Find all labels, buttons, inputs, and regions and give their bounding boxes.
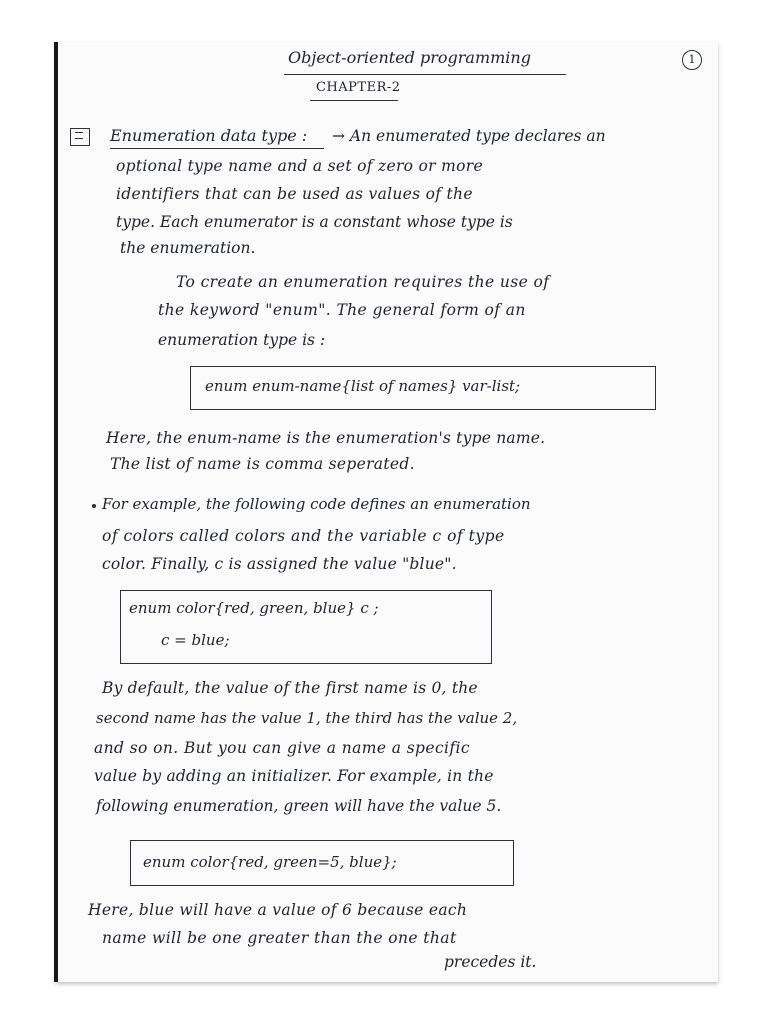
general-form-line-2: the keyword "enum". The general form of an [158,301,526,319]
conclusion-line-2: name will be one greater than the one that [102,929,457,947]
chapter-label: CHAPTER-2 [316,80,401,95]
code-colors-line-1: enum color{red, green, blue} c ; [129,599,379,617]
example-line-2: of colors called colors and the variable c of type [102,527,505,545]
section-heading: Enumeration data type : [110,126,308,145]
definition-line-1: → An enumerated type declares an [332,127,606,145]
default-values-line-3: and so on. But you can give a name a specific [94,739,470,757]
definition-line-2: optional type name and a set of zero or more [116,157,483,175]
default-values-line-1: By default, the value of the first name is 0, the [102,679,478,697]
code-box-general-form [190,366,656,410]
definition-line-3: identifiers that can be used as values of the [116,185,473,203]
default-values-line-5: following enumeration, green will have the value 5. [96,797,502,815]
bullet-dot-icon [92,504,96,508]
code-box-colors-example [120,590,492,664]
example-line-1: For example, the following code defines an enumeration [102,495,531,513]
section-bullet-icon [70,128,90,146]
general-form-line-3: enumeration type is : [158,331,326,349]
default-values-line-4: value by adding an initializer. For example, in the [94,767,494,785]
conclusion-line-3: precedes it. [444,953,537,971]
general-form-line-1: To create an enumeration requires the use of [176,273,550,291]
page-title: Object-oriented programming [288,48,531,67]
heading-underline [110,148,324,149]
definition-line-4: type. Each enumerator is a constant whose type is [116,213,513,231]
explanation-line-2: The list of name is comma seperated. [110,455,415,473]
chapter-underline [310,100,398,101]
code-initializer: enum color{red, green=5, blue}; [143,853,397,871]
code-box-initializer-example [130,840,514,886]
example-line-3: color. Finally, c is assigned the value "blue". [102,555,457,573]
code-colors-line-2: c = blue; [161,631,230,649]
code-general-form: enum enum-name{list of names} var-list; [205,377,521,395]
explanation-line-1: Here, the enum-name is the enumeration's type name. [106,429,546,447]
notebook-page [56,42,718,982]
conclusion-line-1: Here, blue will have a value of 6 because each [88,901,468,919]
definition-line-5: the enumeration. [120,239,256,257]
page-number: 1 [682,50,702,70]
title-underline [284,74,566,75]
default-values-line-2: second name has the value 1, the third has the value 2, [96,709,518,727]
